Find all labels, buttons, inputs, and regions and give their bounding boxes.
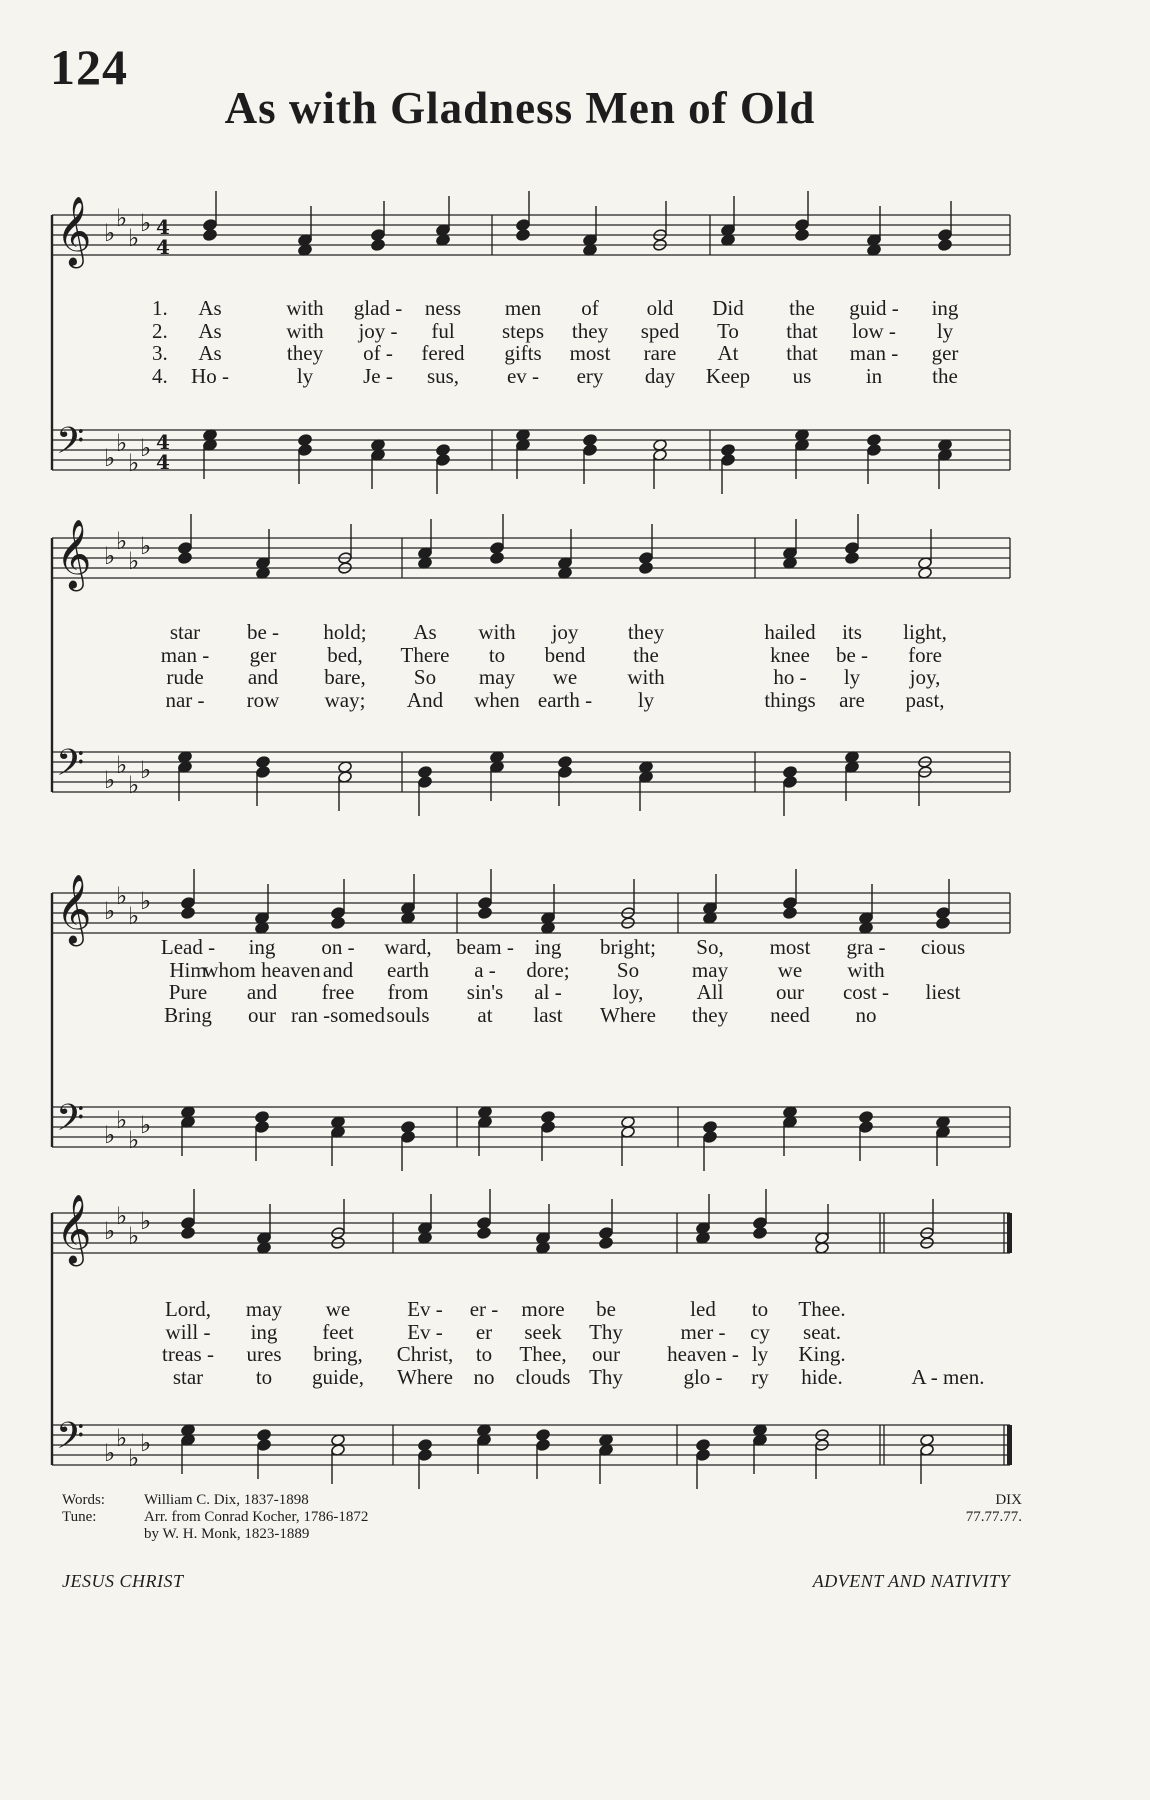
bass-staff bbox=[52, 420, 1010, 477]
lyric-syllable: us bbox=[792, 363, 812, 388]
lyric-syllable: our bbox=[776, 980, 804, 1004]
note-head bbox=[583, 444, 598, 457]
note-head bbox=[203, 229, 218, 242]
key-flat-icon: ♭ bbox=[128, 224, 140, 252]
lyric-syllable: sped bbox=[640, 318, 680, 343]
verse-number: 2. bbox=[152, 318, 168, 343]
lyric-syllable: souls bbox=[386, 1002, 430, 1027]
key-flat-icon: ♭ bbox=[104, 1217, 116, 1245]
lyric-syllable: As bbox=[198, 296, 222, 320]
key-flat-icon: ♭ bbox=[104, 542, 116, 570]
lyric-syllable: our bbox=[592, 1342, 620, 1366]
treble-clef-icon: 𝄞 bbox=[56, 874, 92, 944]
key-flat-icon: ♭ bbox=[116, 1424, 128, 1452]
note-head bbox=[783, 907, 798, 920]
lyric-syllable: All bbox=[696, 980, 724, 1004]
lyric-syllable: cost - bbox=[842, 980, 890, 1004]
lyric-syllable: ing bbox=[534, 935, 562, 959]
lyric-line bbox=[0, 958, 1150, 983]
verse-number: 1. bbox=[152, 296, 168, 320]
lyric-syllable: they bbox=[571, 318, 609, 343]
tune-name: DIX bbox=[995, 1492, 1022, 1508]
lyric-syllable: glad - bbox=[353, 296, 403, 320]
lyric-line bbox=[0, 341, 1150, 366]
lyric-syllable: on - bbox=[321, 935, 355, 959]
lyric-line bbox=[0, 1320, 1150, 1345]
key-flat-icon: ♭ bbox=[140, 756, 152, 784]
lyric-syllable: ger bbox=[931, 341, 959, 365]
treble-clef-icon: 𝄞 bbox=[56, 196, 92, 266]
lyric-syllable: ward, bbox=[384, 935, 432, 959]
lyric-syllable: joy bbox=[551, 620, 579, 644]
key-flat-icon: ♭ bbox=[116, 882, 128, 910]
lyric-syllable: rude bbox=[166, 665, 204, 689]
lyric-syllable: bring, bbox=[313, 1342, 363, 1366]
lyric-syllable: with bbox=[478, 620, 516, 644]
lyric-syllable: sus, bbox=[426, 363, 460, 388]
lyric-syllable: ery bbox=[576, 363, 604, 388]
lyric-syllable: be - bbox=[246, 620, 280, 644]
lyric-syllable: mer - bbox=[680, 1319, 726, 1344]
note-head bbox=[371, 239, 386, 252]
key-flat-icon: ♭ bbox=[128, 771, 140, 799]
meter: 77.77.77. bbox=[965, 1509, 1022, 1525]
tune-arranger: Arr. from Conrad Kocher, 1786-1872 bbox=[144, 1509, 369, 1525]
lyric-syllable: man - bbox=[160, 642, 210, 667]
final-barline-thick bbox=[1007, 1425, 1012, 1465]
tune-credit-2 bbox=[62, 1526, 1022, 1543]
lyric-syllable: loy, bbox=[612, 980, 644, 1004]
note-head bbox=[331, 917, 346, 930]
treble-clef-icon: 𝄞 bbox=[56, 1194, 92, 1264]
lyric-syllable: in bbox=[865, 363, 883, 388]
lyric-syllable: So bbox=[413, 665, 437, 689]
lyric-syllable: A - men. bbox=[911, 1364, 985, 1389]
note-head bbox=[599, 1237, 614, 1250]
lyric-syllable: seek bbox=[524, 1319, 562, 1344]
lyric-syllable: are bbox=[839, 687, 865, 712]
lyric-line bbox=[0, 319, 1150, 344]
lyric-syllable: So bbox=[616, 957, 640, 982]
lyric-syllable: As bbox=[198, 341, 222, 365]
lyric-syllable: beam - bbox=[456, 935, 514, 959]
key-flat-icon: ♭ bbox=[140, 1207, 152, 1235]
note-head bbox=[478, 907, 493, 920]
lyric-syllable: Ev - bbox=[407, 1319, 443, 1344]
lyric-syllable: feet bbox=[322, 1319, 354, 1344]
key-flat-icon: ♭ bbox=[104, 1439, 116, 1467]
key-flat-icon: ♭ bbox=[140, 532, 152, 560]
lyric-syllable: may bbox=[478, 665, 516, 689]
lyric-syllable: al - bbox=[534, 980, 562, 1004]
lyric-syllable: Did bbox=[712, 296, 744, 320]
bass-clef-icon: 𝄢 bbox=[56, 742, 85, 793]
footer-subcategory: ADVENT AND NATIVITY bbox=[812, 1571, 1010, 1591]
note-head bbox=[536, 1439, 551, 1452]
lyric-syllable: things bbox=[764, 687, 816, 712]
lyric-syllable: Pure bbox=[168, 980, 208, 1004]
lyric-syllable: man - bbox=[849, 341, 899, 365]
note-head bbox=[418, 1449, 433, 1462]
lyric-syllable: be bbox=[596, 1297, 616, 1321]
key-flat-icon: ♭ bbox=[128, 902, 140, 930]
lyric-syllable: free bbox=[321, 980, 355, 1004]
lyric-syllable: low - bbox=[852, 318, 896, 343]
note-head bbox=[639, 562, 654, 575]
lyric-syllable: knee bbox=[770, 642, 810, 667]
time-signature-top: 4 bbox=[156, 430, 170, 454]
lyric-syllable: There bbox=[400, 642, 450, 667]
note-head bbox=[257, 1439, 272, 1452]
lyric-syllable: ry bbox=[751, 1364, 769, 1389]
lyric-syllable: star bbox=[172, 1364, 204, 1389]
lyric-syllable: day bbox=[644, 363, 676, 388]
lyric-syllable: last bbox=[533, 1002, 563, 1027]
key-flat-icon: ♭ bbox=[140, 434, 152, 462]
lyric-syllable: ger bbox=[249, 642, 277, 667]
lyric-syllable: whom heaven bbox=[203, 957, 321, 982]
key-flat-icon: ♭ bbox=[128, 1126, 140, 1154]
lyric-syllable: ing bbox=[248, 935, 276, 959]
time-signature-bottom: 4 bbox=[156, 450, 170, 474]
lyric-syllable: to bbox=[488, 642, 506, 667]
lyric-syllable: As bbox=[198, 318, 222, 343]
note-head bbox=[936, 917, 951, 930]
lyric-syllable: Lead - bbox=[160, 935, 216, 959]
lyric-line bbox=[0, 688, 1150, 713]
lyric-syllable: guide, bbox=[312, 1364, 364, 1389]
lyric-syllable: bend bbox=[544, 642, 586, 667]
lyric-syllable: we bbox=[325, 1297, 351, 1321]
lyric-syllable: clouds bbox=[515, 1364, 571, 1389]
lyric-syllable: er - bbox=[469, 1297, 499, 1321]
note-head bbox=[181, 1227, 196, 1240]
note-head bbox=[436, 454, 451, 467]
lyric-syllable: its bbox=[842, 620, 862, 644]
lyric-syllable: led bbox=[690, 1297, 716, 1321]
lyric-syllable: cious bbox=[920, 935, 966, 959]
lyric-syllable: no bbox=[473, 1364, 495, 1389]
lyric-syllable: from bbox=[387, 980, 429, 1004]
note-head bbox=[541, 1121, 556, 1134]
key-flat-icon: ♭ bbox=[104, 1121, 116, 1149]
lyric-syllable: earth bbox=[387, 957, 429, 982]
lyric-line bbox=[0, 665, 1150, 690]
lyric-syllable: As bbox=[413, 620, 437, 644]
key-flat-icon: ♭ bbox=[104, 897, 116, 925]
lyric-line bbox=[0, 1003, 1150, 1028]
lyric-syllable: at bbox=[477, 1002, 493, 1027]
key-flat-icon: ♭ bbox=[140, 1429, 152, 1457]
lyric-line bbox=[0, 1342, 1150, 1367]
lyric-syllable: ly bbox=[936, 318, 954, 343]
lyric-syllable: ly bbox=[637, 687, 655, 712]
lyric-syllable: bright; bbox=[600, 935, 656, 959]
lyric-syllable: Thy bbox=[589, 1364, 623, 1389]
lyric-syllable: ly bbox=[751, 1342, 769, 1366]
lyric-syllable: to bbox=[751, 1297, 769, 1321]
key-flat-icon: ♭ bbox=[116, 1202, 128, 1230]
lyric-syllable: most bbox=[569, 341, 611, 365]
lyric-syllable: they bbox=[627, 620, 665, 644]
lyric-syllable: need bbox=[770, 1002, 810, 1027]
lyric-syllable: Bring bbox=[164, 1002, 212, 1027]
lyric-syllable: hold; bbox=[323, 620, 367, 644]
lyric-syllable: when bbox=[474, 687, 520, 712]
lyric-syllable: to bbox=[255, 1364, 273, 1389]
lyric-syllable: of - bbox=[363, 341, 393, 365]
lyric-syllable: with bbox=[847, 957, 885, 982]
lyric-syllable: the bbox=[789, 296, 815, 320]
note-head bbox=[418, 776, 433, 789]
key-flat-icon: ♭ bbox=[116, 751, 128, 779]
lyric-syllable: of bbox=[581, 296, 599, 320]
lyric-syllable: to bbox=[475, 1342, 493, 1366]
time-signature-top: 4 bbox=[156, 215, 170, 239]
lyric-line bbox=[0, 980, 1150, 1005]
lyric-syllable: joy, bbox=[909, 665, 941, 689]
lyric-syllable: nar - bbox=[165, 687, 205, 712]
lyric-syllable: At bbox=[717, 341, 739, 365]
lyric-syllable: ing bbox=[250, 1319, 278, 1344]
key-flat-icon: ♭ bbox=[104, 444, 116, 472]
note-head bbox=[178, 552, 193, 565]
note-head bbox=[255, 1121, 270, 1134]
lyric-syllable: sin's bbox=[466, 980, 504, 1004]
verse-number: 3. bbox=[152, 341, 168, 365]
note-head bbox=[181, 907, 196, 920]
key-flat-icon: ♭ bbox=[128, 1444, 140, 1472]
lyric-syllable: we bbox=[777, 957, 803, 982]
lyric-syllable: fore bbox=[908, 642, 942, 667]
key-flat-icon: ♭ bbox=[140, 1111, 152, 1139]
lyric-syllable: that bbox=[786, 341, 818, 365]
lyric-syllable: ly bbox=[843, 665, 861, 689]
lyric-syllable: ful bbox=[431, 318, 455, 343]
note-head bbox=[783, 776, 798, 789]
lyric-syllable: ev - bbox=[506, 363, 540, 388]
hymn-number: 124 bbox=[50, 39, 128, 95]
note-head bbox=[859, 1121, 874, 1134]
lyric-syllable: men bbox=[504, 296, 542, 320]
lyric-syllable: fered bbox=[421, 341, 465, 365]
lyric-syllable: Lord, bbox=[164, 1297, 212, 1321]
lyric-syllable: a - bbox=[474, 957, 496, 982]
lyric-syllable: steps bbox=[502, 318, 544, 343]
lyric-syllable: cy bbox=[750, 1319, 770, 1344]
lyric-syllable: glo - bbox=[683, 1364, 723, 1389]
lyric-syllable: guid - bbox=[849, 296, 899, 320]
key-flat-icon: ♭ bbox=[116, 527, 128, 555]
note-head bbox=[703, 1131, 718, 1144]
key-flat-icon: ♭ bbox=[128, 547, 140, 575]
key-flat-icon: ♭ bbox=[128, 449, 140, 477]
lyric-line bbox=[0, 935, 1150, 960]
note-head bbox=[298, 444, 313, 457]
time-signature-bottom: 4 bbox=[156, 235, 170, 259]
lyric-syllable: light, bbox=[903, 620, 947, 644]
lyric-syllable: way; bbox=[324, 687, 366, 712]
key-flat-icon: ♭ bbox=[104, 219, 116, 247]
lyric-syllable: And bbox=[406, 687, 444, 712]
bass-clef-icon: 𝄢 bbox=[56, 1097, 85, 1148]
lyric-syllable: and bbox=[246, 980, 278, 1004]
lyric-syllable: Thee. bbox=[798, 1297, 846, 1321]
treble-clef-icon: 𝄞 bbox=[56, 519, 92, 589]
lyric-syllable: ho - bbox=[773, 665, 807, 689]
note-head bbox=[753, 1227, 768, 1240]
key-flat-icon: ♭ bbox=[140, 209, 152, 237]
lyric-syllable: that bbox=[786, 318, 818, 343]
lyric-syllable: Thee, bbox=[519, 1342, 567, 1366]
note-head bbox=[477, 1227, 492, 1240]
treble-staff bbox=[52, 196, 1010, 268]
words-author: William C. Dix, 1837-1898 bbox=[144, 1492, 309, 1508]
lyric-syllable: dore; bbox=[526, 957, 570, 982]
lyric-syllable: row bbox=[246, 687, 280, 712]
lyric-syllable: Je - bbox=[363, 363, 393, 388]
lyric-syllable: ing bbox=[931, 296, 959, 320]
note-head bbox=[256, 766, 271, 779]
lyric-syllable: and bbox=[247, 665, 279, 689]
words-credit bbox=[62, 1492, 1022, 1509]
lyric-syllable: they bbox=[286, 341, 324, 365]
lyric-syllable: will - bbox=[165, 1319, 211, 1344]
lyric-syllable: Keep bbox=[705, 363, 751, 388]
lyric-line bbox=[0, 1365, 1150, 1390]
lyric-syllable: be - bbox=[835, 642, 869, 667]
tune-credit bbox=[62, 1509, 1022, 1526]
lyric-line bbox=[0, 620, 1150, 645]
lyric-syllable: Ev - bbox=[407, 1297, 443, 1321]
lyric-syllable: no bbox=[855, 1002, 877, 1027]
note-head bbox=[721, 454, 736, 467]
lyric-syllable: the bbox=[932, 363, 958, 388]
lyric-syllable: and bbox=[322, 957, 354, 982]
lyric-syllable: the bbox=[633, 642, 659, 667]
tune-composer: by W. H. Monk, 1823-1889 bbox=[144, 1526, 310, 1542]
lyric-syllable: hide. bbox=[801, 1364, 843, 1389]
bass-staff bbox=[52, 742, 1010, 799]
key-flat-icon: ♭ bbox=[116, 204, 128, 232]
lyric-syllable: hailed bbox=[764, 620, 816, 644]
key-flat-icon: ♭ bbox=[140, 887, 152, 915]
final-barline-thick bbox=[1007, 1213, 1012, 1253]
lyric-syllable: rare bbox=[643, 341, 677, 365]
lyric-syllable: To bbox=[717, 318, 739, 343]
note-head bbox=[696, 1449, 711, 1462]
lyric-syllable: ness bbox=[424, 296, 462, 320]
lyric-syllable: Him bbox=[169, 957, 207, 982]
bass-staff bbox=[52, 1415, 1012, 1472]
lyric-line bbox=[0, 643, 1150, 668]
lyric-syllable: ures bbox=[246, 1342, 282, 1366]
words-label: Words: bbox=[62, 1492, 105, 1508]
lyric-syllable: gifts bbox=[504, 341, 542, 365]
note-head bbox=[938, 239, 953, 252]
bass-clef-icon: 𝄢 bbox=[56, 420, 85, 471]
lyric-syllable: more bbox=[521, 1297, 565, 1321]
lyric-syllable: they bbox=[691, 1002, 729, 1027]
lyric-syllable: with bbox=[286, 296, 324, 320]
key-flat-icon: ♭ bbox=[104, 766, 116, 794]
lyric-syllable: old bbox=[646, 296, 674, 320]
note-head bbox=[795, 229, 810, 242]
key-flat-icon: ♭ bbox=[116, 1106, 128, 1134]
tune-label: Tune: bbox=[62, 1509, 97, 1525]
note-head bbox=[401, 1131, 416, 1144]
treble-staff bbox=[52, 1194, 1012, 1266]
lyric-line bbox=[0, 296, 1150, 321]
lyric-syllable: our bbox=[248, 1002, 276, 1027]
note-head bbox=[516, 229, 531, 242]
lyric-syllable: joy - bbox=[358, 318, 398, 343]
lyric-syllable: bed, bbox=[327, 642, 363, 667]
lyric-syllable: Where bbox=[600, 1002, 656, 1027]
lyric-syllable: Where bbox=[397, 1364, 453, 1389]
lyric-syllable: gra - bbox=[846, 935, 886, 959]
footer-category: JESUS CHRIST bbox=[62, 1571, 184, 1591]
lyric-line bbox=[0, 364, 1150, 389]
lyric-syllable: seat. bbox=[803, 1319, 841, 1344]
lyric-syllable: past, bbox=[905, 687, 945, 712]
bass-clef-icon: 𝄢 bbox=[56, 1415, 85, 1466]
lyric-syllable: ran -somed bbox=[291, 1002, 385, 1027]
lyric-syllable: Ho - bbox=[191, 363, 229, 388]
lyric-syllable: So, bbox=[696, 935, 724, 959]
lyric-syllable: we bbox=[552, 665, 578, 689]
lyric-syllable: liest bbox=[925, 980, 961, 1004]
note-head bbox=[490, 552, 505, 565]
treble-staff bbox=[52, 519, 1010, 591]
lyric-syllable: with bbox=[286, 318, 324, 343]
lyric-line bbox=[0, 1297, 1150, 1322]
lyric-syllable: ly bbox=[296, 363, 314, 388]
hymn-title: As with Gladness Men of Old bbox=[224, 83, 816, 133]
lyric-syllable: Christ, bbox=[396, 1342, 454, 1366]
lyric-syllable: treas - bbox=[162, 1342, 214, 1366]
note-head bbox=[867, 444, 882, 457]
lyric-syllable: King. bbox=[798, 1342, 846, 1366]
lyric-syllable: earth - bbox=[537, 687, 593, 712]
lyric-syllable: with bbox=[627, 665, 665, 689]
key-flat-icon: ♭ bbox=[116, 429, 128, 457]
verse-number: 4. bbox=[152, 363, 168, 388]
lyric-syllable: star bbox=[169, 620, 201, 644]
lyric-syllable: most bbox=[769, 935, 811, 959]
lyric-syllable: heaven - bbox=[667, 1342, 739, 1366]
note-head bbox=[845, 552, 860, 565]
lyric-syllable: Thy bbox=[589, 1319, 623, 1344]
key-flat-icon: ♭ bbox=[128, 1222, 140, 1250]
lyric-syllable: bare, bbox=[324, 665, 366, 689]
lyric-syllable: may bbox=[245, 1297, 283, 1321]
lyric-syllable: er bbox=[475, 1319, 493, 1344]
credits-block bbox=[62, 1492, 1022, 1543]
lyric-syllable: may bbox=[691, 957, 729, 982]
note-head bbox=[558, 766, 573, 779]
